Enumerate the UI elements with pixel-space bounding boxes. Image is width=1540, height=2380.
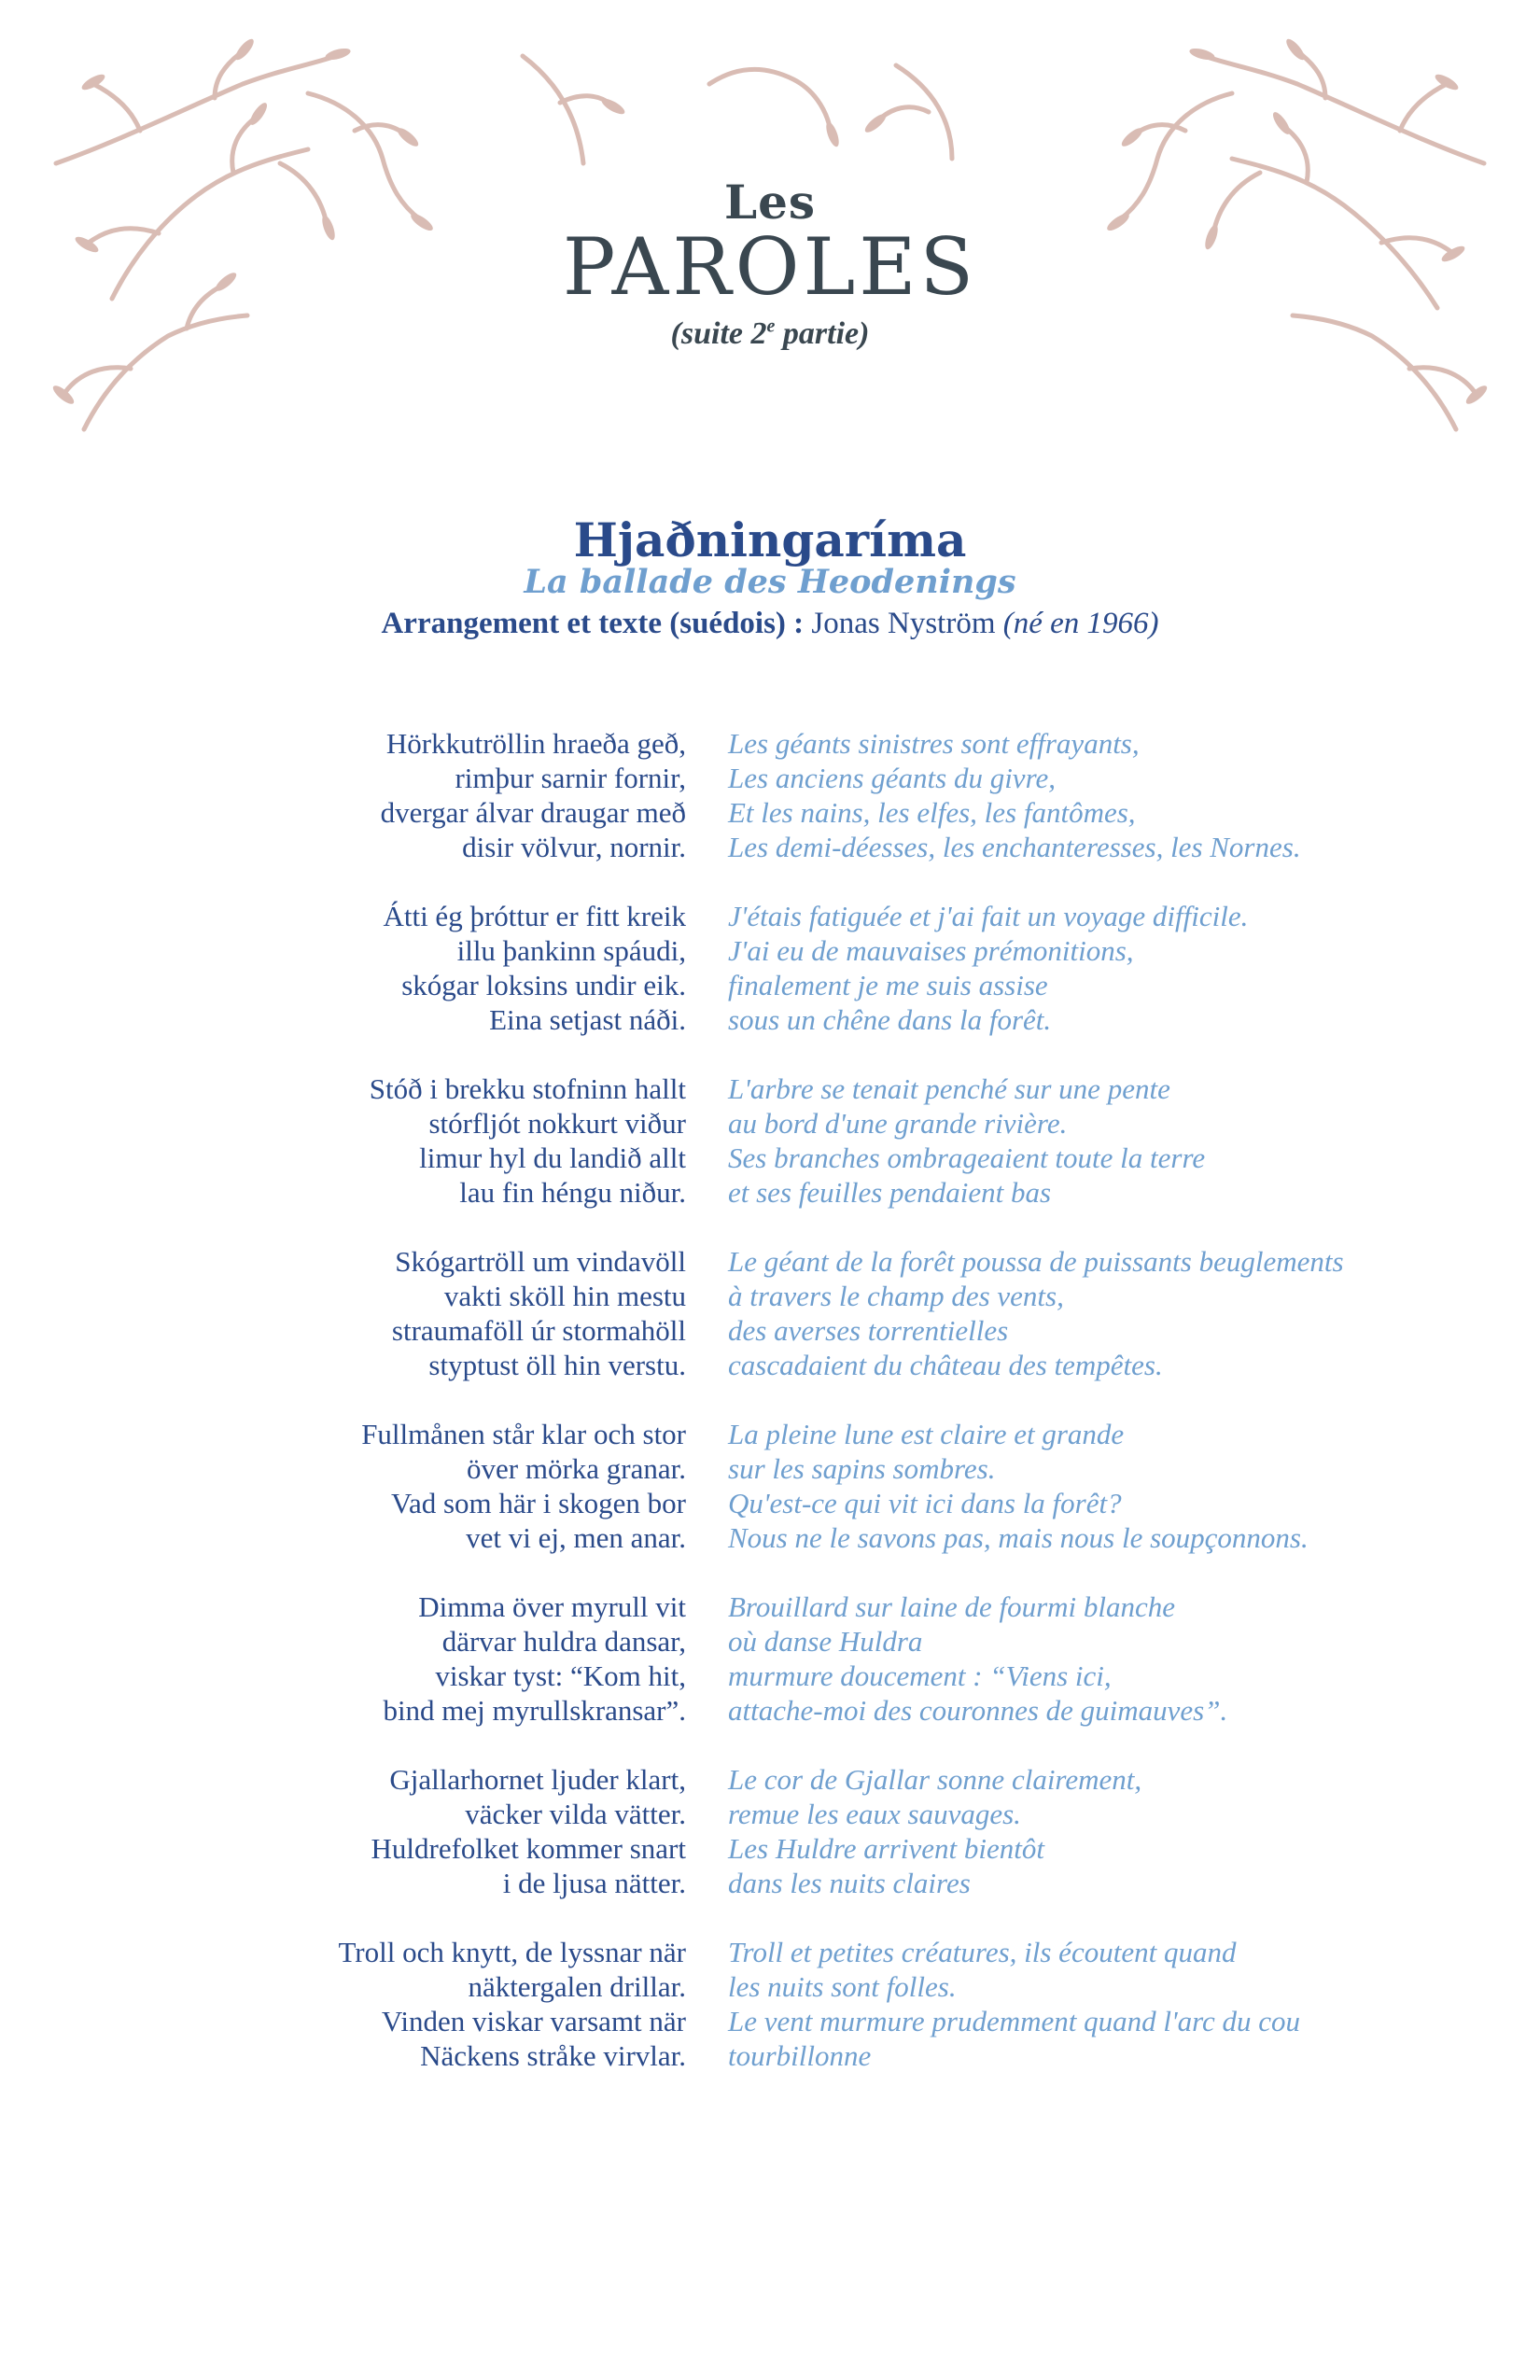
- translation-line: Nous ne le savons pas, mais nous le soupçonnons.: [728, 1521, 1309, 1554]
- original-line: vet vi ej, men anar.: [466, 1521, 686, 1554]
- translation-line: Et les nains, les elfes, les fantômes,: [728, 796, 1136, 829]
- stanza-translation: [728, 899, 1493, 1037]
- translation-line: Le géant de la forêt poussa de puissants beuglements: [728, 1245, 1344, 1278]
- suite-superscript: e: [766, 315, 776, 337]
- original-line: dvergar álvar draugar með: [380, 796, 686, 829]
- credits-born: (né en 1966): [1002, 607, 1159, 640]
- stanza: [0, 1417, 1540, 1555]
- stanza-original: [0, 1935, 686, 2073]
- original-line: Fullmånen står klar och stor: [361, 1418, 686, 1450]
- original-line: straumaföll úr stormahöll: [391, 1314, 686, 1347]
- translation-line: cascadaient du château des tempêtes.: [728, 1349, 1163, 1381]
- original-line: Skógartröll um vindavöll: [395, 1245, 686, 1278]
- original-line: Vad som här i skogen bor: [391, 1487, 686, 1519]
- translation-line: dans les nuits claires: [728, 1867, 971, 1899]
- translation-line: où danse Huldra: [728, 1625, 923, 1658]
- stanza: [0, 1589, 1540, 1728]
- header-les: Les: [723, 175, 817, 230]
- translation-line: Les Huldre arrivent bientôt: [728, 1832, 1044, 1865]
- stanza-original: [0, 1417, 686, 1555]
- translation-line: les nuits sont folles.: [728, 1970, 957, 2003]
- original-line: rimþur sarnir fornir,: [455, 762, 686, 794]
- suite-text: (suite 2: [670, 316, 767, 351]
- stanza-original: [0, 1589, 686, 1728]
- stanza-translation: [728, 1589, 1493, 1728]
- original-line: vakti sköll hin mestu: [443, 1280, 686, 1312]
- credits-author: Jonas Nyström: [811, 607, 996, 640]
- stanza-original: [0, 1244, 686, 1382]
- song-subtitle: La ballade des Heodenings: [524, 563, 1016, 601]
- translation-line: La pleine lune est claire et grande: [728, 1418, 1125, 1450]
- suite-text-end: partie): [775, 316, 870, 351]
- translation-line: Le vent murmure prudemment quand l'arc du cou: [728, 2005, 1301, 2037]
- translation-line: sur les sapins sombres.: [728, 1452, 996, 1485]
- original-line: Dimma över myrull vit: [418, 1590, 686, 1623]
- translation-line: Les demi-déesses, les enchanteresses, les Nornes.: [728, 831, 1301, 863]
- original-line: viskar tyst: “Kom hit,: [435, 1659, 686, 1692]
- stanza-translation: [728, 1417, 1493, 1555]
- stanza-original: [0, 1762, 686, 1900]
- original-line: lau fin héngu niður.: [459, 1176, 686, 1209]
- translation-line: J'étais fatiguée et j'ai fait un voyage difficile.: [728, 900, 1249, 932]
- stanza-translation: [728, 1762, 1493, 1900]
- stanza: [0, 1244, 1540, 1382]
- original-line: i de ljusa nätter.: [502, 1867, 686, 1899]
- stanza: [0, 1071, 1540, 1210]
- original-line: Gjallarhornet ljuder klart,: [389, 1763, 686, 1796]
- translation-line: Les anciens géants du givre,: [728, 762, 1056, 794]
- stanza-translation: [728, 1935, 1493, 2073]
- song-title: Hjaðningaríma: [573, 512, 967, 567]
- original-line: därvar huldra dansar,: [441, 1625, 686, 1658]
- stanza-translation: [728, 1244, 1493, 1382]
- translation-line: Le cor de Gjallar sonne clairement,: [728, 1763, 1142, 1796]
- original-line: Eina setjast náði.: [489, 1003, 686, 1036]
- credits-label: Arrangement et texte (suédois) :: [381, 607, 805, 640]
- original-line: skógar loksins undir eik.: [401, 969, 686, 1001]
- translation-line: Troll et petites créatures, ils écoutent quand: [728, 1936, 1237, 1968]
- stanza-translation: [728, 726, 1493, 864]
- translation-line: J'ai eu de mauvaises prémonitions,: [728, 934, 1134, 967]
- translation-line: attache-moi des couronnes de guimauves”.: [728, 1694, 1228, 1727]
- original-line: disir völvur, nornir.: [462, 831, 686, 863]
- translation-line: des averses torrentielles: [728, 1314, 1009, 1347]
- translation-line: finalement je me suis assise: [728, 969, 1048, 1001]
- header-suite: [0, 315, 1540, 353]
- stanza-translation: [728, 1071, 1493, 1210]
- original-line: Huldrefolket kommer snart: [371, 1832, 686, 1865]
- original-line: illu þankinn spáudi,: [456, 934, 686, 967]
- translation-line: au bord d'une grande rivière.: [728, 1107, 1068, 1140]
- translation-line: et ses feuilles pendaient bas: [728, 1176, 1052, 1209]
- original-line: Hörkkutröllin hraeða geð,: [385, 727, 686, 760]
- translation-line: Ses branches ombrageaient toute la terre: [728, 1141, 1206, 1174]
- original-line: limur hyl du landið allt: [419, 1141, 686, 1174]
- stanza-original: [0, 1071, 686, 1210]
- stanza-original: [0, 899, 686, 1037]
- header-paroles: PAROLES: [562, 221, 978, 313]
- stanza: [0, 1935, 1540, 2073]
- original-line: näktergalen drillar.: [468, 1970, 686, 2003]
- original-line: styptust öll hin verstu.: [428, 1349, 686, 1381]
- page-header: [0, 177, 1540, 353]
- lyrics: [0, 726, 1540, 2107]
- original-line: bind mej myrullskransar”.: [383, 1694, 686, 1727]
- original-line: väcker vilda vätter.: [465, 1798, 686, 1830]
- stanza: [0, 726, 1540, 864]
- stanza: [0, 1762, 1540, 1900]
- original-line: Näckens stråke virvlar.: [420, 2039, 686, 2072]
- original-line: Átti ég þróttur er fitt kreik: [383, 900, 686, 932]
- translation-line: tourbillonne: [728, 2039, 872, 2072]
- translation-line: Les géants sinistres sont effrayants,: [728, 727, 1140, 760]
- original-line: stórfljót nokkurt viður: [428, 1107, 686, 1140]
- translation-line: Qu'est-ce qui vit ici dans la forêt?: [728, 1487, 1122, 1519]
- translation-line: à travers le champ des vents,: [728, 1280, 1064, 1312]
- stanza-original: [0, 726, 686, 864]
- translation-line: sous un chêne dans la forêt.: [728, 1003, 1052, 1036]
- translation-line: remue les eaux sauvages.: [728, 1798, 1021, 1830]
- translation-line: Brouillard sur laine de fourmi blanche: [728, 1590, 1176, 1623]
- original-line: över mörka granar.: [467, 1452, 686, 1485]
- original-line: Vinden viskar varsamt när: [381, 2005, 686, 2037]
- translation-line: murmure doucement : “Viens ici,: [728, 1659, 1112, 1692]
- translation-line: L'arbre se tenait penché sur une pente: [728, 1072, 1170, 1105]
- song-credits: [0, 605, 1540, 642]
- song-title-block: [0, 512, 1540, 642]
- original-line: Stóð i brekku stofninn hallt: [369, 1072, 686, 1105]
- original-line: Troll och knytt, de lyssnar när: [338, 1936, 686, 1968]
- stanza: [0, 899, 1540, 1037]
